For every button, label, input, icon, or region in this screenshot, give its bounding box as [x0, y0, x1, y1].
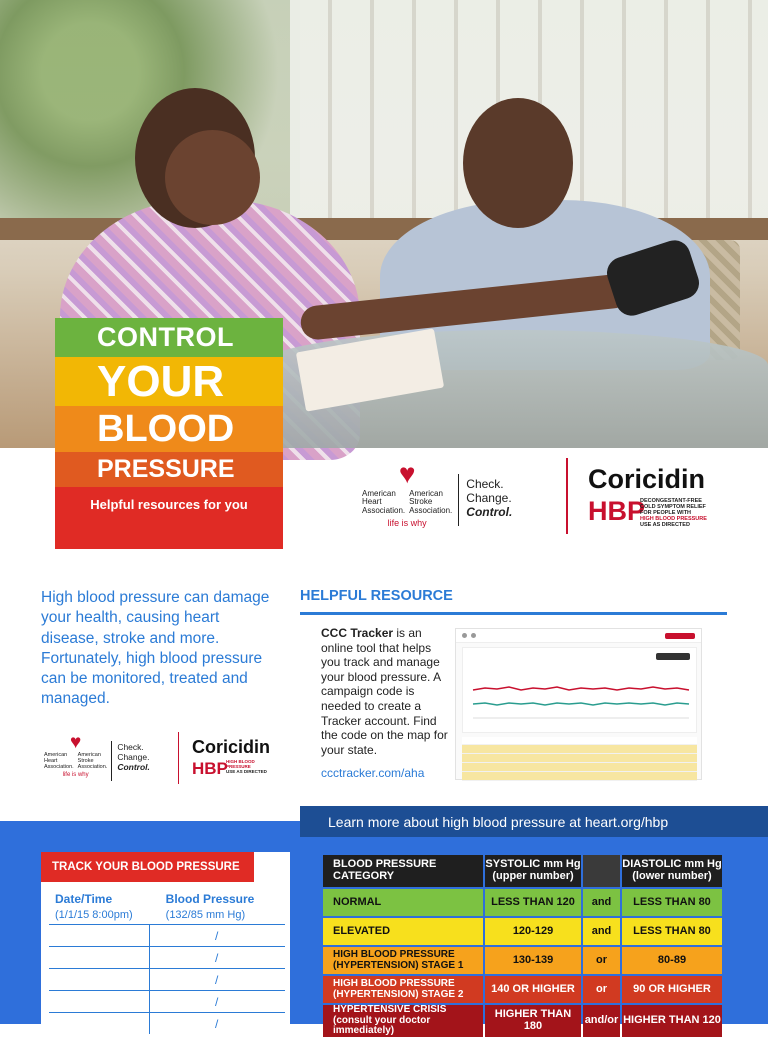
- bp-column-header: Blood Pressure (132/85 mm Hg): [165, 892, 255, 921]
- tracking-row[interactable]: /: [49, 924, 285, 946]
- bp-row-crisis: HYPERTENSIVE CRISIS (consult your doctor immediately) HIGHER THAN 180 and/or HIGHER THAN 120: [323, 1005, 722, 1037]
- title-line-blood: BLOOD: [55, 406, 283, 452]
- sponsor-divider: [566, 458, 568, 534]
- aha-tagline: life is why: [387, 518, 427, 529]
- bp-category-table: [321, 853, 724, 1039]
- sponsor-divider: [178, 732, 179, 784]
- aha-logo-small: [44, 733, 150, 781]
- header-category: BLOOD PRESSURE CATEGORY: [323, 855, 483, 887]
- aha-logo: [362, 460, 512, 528]
- aha-tagline: life is why: [62, 772, 89, 779]
- tracking-row[interactable]: /: [49, 1012, 285, 1034]
- learn-more-banner: Learn more about high blood pressure at heart.org/hbp: [300, 806, 768, 837]
- bp-row-stage1: HIGH BLOOD PRESSURE (HYPERTENSION) STAGE 1 130-139 or 80-89: [323, 947, 722, 974]
- bp-row-elevated: ELEVATED 120-129 and LESS THAN 80: [323, 918, 722, 945]
- resource-heading: HELPFUL RESOURCE: [300, 588, 453, 604]
- check-change-control: Check. Change. Control.: [117, 742, 150, 772]
- heart-torch-icon: ♥: [70, 732, 82, 753]
- title-block: [55, 318, 283, 549]
- title-line-control: CONTROL: [55, 318, 283, 357]
- intro-text: High blood pressure can damage your health, causing heart disease, stroke and more. Fortunately, high blood pressure can be monitored, treated and managed.: [41, 589, 270, 708]
- header-diastolic: DIASTOLIC mm Hg (lower number): [622, 855, 722, 887]
- resource-rule: [300, 612, 727, 615]
- aha-name-stroke: American Stroke Association.: [409, 489, 453, 515]
- bp-row-normal: NORMAL LESS THAN 120 and LESS THAN 80: [323, 889, 722, 916]
- man-head: [463, 98, 573, 228]
- logo-divider: [458, 474, 459, 526]
- tracker-chart-panel: [462, 647, 697, 733]
- hbp-logo-small: HBP: [192, 759, 228, 778]
- tracking-grid: [49, 924, 285, 1034]
- track-bp-card: [41, 852, 290, 1031]
- bp-row-stage2: HIGH BLOOD PRESSURE (HYPERTENSION) STAGE 2 140 OR HIGHER or 90 OR HIGHER: [323, 976, 722, 1003]
- tracker-screenshot: [455, 628, 702, 780]
- coricidin-logo: Coricidin: [588, 464, 706, 494]
- header-systolic: SYSTOLIC mm Hg (upper number): [485, 855, 581, 887]
- hbp-logo: HBP: [588, 496, 646, 526]
- aha-name-heart: American Heart Association.: [362, 489, 406, 515]
- track-heading: TRACK YOUR BLOOD PRESSURE: [41, 852, 254, 882]
- title-line-your: YOUR: [55, 357, 283, 406]
- coricidin-note: DECONGESTANT-FREE COLD SYMPTOM RELIEF FOR PEOPLE WITH HIGH BLOOD PRESSURE USE AS DIRECTED: [640, 498, 707, 529]
- bp-table-header: [323, 855, 722, 887]
- coricidin-note-small: HIGH BLOOD PRESSURE USE AS DIRECTED: [226, 759, 267, 774]
- woman-face: [165, 130, 260, 225]
- coricidin-logo-small: Coricidin: [192, 737, 271, 757]
- tool-name: CCC Tracker: [321, 626, 394, 640]
- tracking-row[interactable]: /: [49, 968, 285, 990]
- tracker-link[interactable]: ccctracker.com/aha: [321, 766, 425, 780]
- logo-divider: [111, 741, 112, 781]
- header-connector: [583, 855, 620, 887]
- tracking-row[interactable]: /: [49, 990, 285, 1012]
- heart-torch-icon: ♥: [398, 458, 416, 489]
- title-line-pressure: PRESSURE: [55, 452, 283, 487]
- check-change-control: Check. Change. Control.: [466, 477, 513, 519]
- tracking-row[interactable]: /: [49, 946, 285, 968]
- title-subtitle: Helpful resources for you: [55, 487, 283, 549]
- date-column-header: Date/Time (1/1/15 8:00pm): [55, 892, 133, 921]
- resource-description: CCC Tracker is an online tool that helps you track and manage your blood pressure. A campaign code is needed to create a Tracker account. Find the code on the map for your state.: [321, 626, 448, 757]
- aha-name-stroke: American Stroke Association.: [77, 752, 108, 770]
- aha-name-heart: American Heart Association.: [44, 752, 74, 770]
